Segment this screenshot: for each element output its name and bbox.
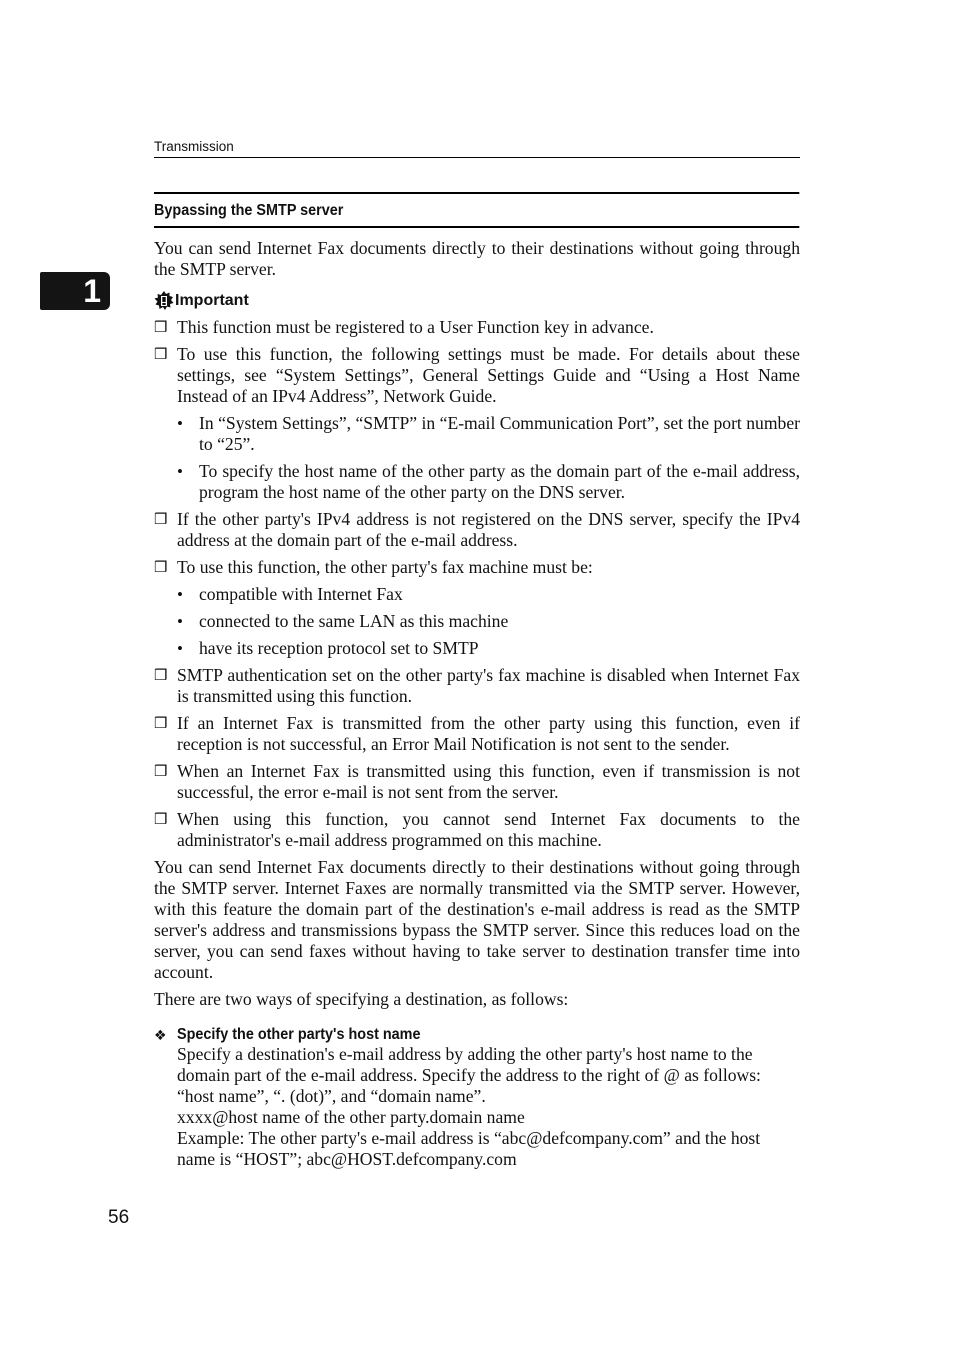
checkbox-icon: ❒ xyxy=(154,318,168,336)
bullet-item xyxy=(177,611,800,632)
important-icon xyxy=(154,291,174,311)
bullet-item xyxy=(177,584,800,605)
bullet-dot-icon: • xyxy=(177,612,183,631)
body-paragraph: You can send Internet Fax documents directly to their destinations without going through the SMTP server. Internet Faxes are normally transmitted via the SMTP server. However, with this feature the domain part of the destination's e-mail address is read as the SMTP server's address and transmissions bypass the SMTP server. Since this reduces load on the server, you can send faxes without having to take server to destination transfer time into account. xyxy=(154,857,800,982)
subsection-heading xyxy=(154,1026,800,1044)
checklist-text: To use this function, the following settings must be made. For details about these settings, see “System Settings”, General Settings Guide and “Using a Host Name Instead of an IPv4 Address”, Network Guide. xyxy=(177,344,800,406)
page-content xyxy=(154,192,800,1170)
checkbox-icon: ❒ xyxy=(154,810,168,828)
checklist-text: If the other party's IPv4 address is not registered on the DNS server, specify the IPv4 address at the domain part of the e-mail address. xyxy=(177,509,800,550)
checklist-text: If an Internet Fax is transmitted from the other party using this function, even if reception is not successful, an Error Mail Notification is not sent to the sender. xyxy=(177,713,800,754)
checkbox-icon: ❒ xyxy=(154,666,168,684)
checkbox-icon: ❒ xyxy=(154,762,168,780)
section-intro: You can send Internet Fax documents directly to their destinations without going through the SMTP server. xyxy=(154,238,800,279)
subsection-line: Specify a destination's e-mail address by adding the other party's host name to the domain part of the e-mail address. Specify the address to the right of @ as follows: “host name”, “. (dot)”, and “domain name”. xyxy=(177,1044,761,1106)
bullet-text: In “System Settings”, “SMTP” in “E-mail Communication Port”, set the port number to “25”. xyxy=(199,413,800,454)
bullet-text: connected to the same LAN as this machine xyxy=(199,611,509,631)
checklist-text: This function must be registered to a User Function key in advance. xyxy=(177,317,654,337)
checklist-item xyxy=(154,344,800,407)
page-number: 56 xyxy=(108,1207,130,1228)
checkbox-icon: ❒ xyxy=(154,510,168,528)
checklist-text: To use this function, the other party's fax machine must be: xyxy=(177,557,593,577)
diamond-bullet-icon: ❖ xyxy=(154,1026,167,1043)
checklist-item xyxy=(154,665,800,707)
checkbox-icon: ❒ xyxy=(154,558,168,576)
important-list xyxy=(154,317,800,851)
checklist-item xyxy=(154,317,800,338)
subsection-line: xxxx@host name of the other party.domain name xyxy=(177,1107,525,1127)
bullet-dot-icon: • xyxy=(177,585,183,604)
bullet-item xyxy=(177,461,800,503)
checkbox-icon: ❒ xyxy=(154,714,168,732)
important-label: Important xyxy=(175,292,249,309)
checklist-item xyxy=(154,557,800,578)
body-paragraph: There are two ways of specifying a destination, as follows: xyxy=(154,989,569,1009)
bullet-dot-icon: • xyxy=(177,414,183,433)
bullet-text: compatible with Internet Fax xyxy=(199,584,403,604)
checklist-item xyxy=(154,809,800,851)
important-heading xyxy=(154,291,800,311)
subsection-line: Example: The other party's e-mail address is “abc@defcompany.com” and the host name is “HOST”; abc@HOST.defcompany.com xyxy=(177,1128,761,1169)
bullet-dot-icon: • xyxy=(177,462,183,481)
checklist-text: When using this function, you cannot send Internet Fax documents to the administrator's e-mail address programmed on this machine. xyxy=(177,809,800,850)
bullet-text: To specify the host name of the other party as the domain part of the e-mail address, program the host name of the other party on the DNS server. xyxy=(199,461,800,502)
running-header: Transmission xyxy=(154,139,800,158)
bullet-text: have its reception protocol set to SMTP xyxy=(199,638,479,658)
chapter-tab: 1 xyxy=(40,272,110,310)
checklist-item xyxy=(154,761,800,803)
bullet-dot-icon: • xyxy=(177,639,183,658)
checklist-text: When an Internet Fax is transmitted using this function, even if transmission is not successful, the error e-mail is not sent from the server. xyxy=(177,761,800,802)
checklist-text: SMTP authentication set on the other party's fax machine is disabled when Internet Fax is transmitted using this function. xyxy=(177,665,800,706)
bullet-item xyxy=(177,638,800,659)
checkbox-icon: ❒ xyxy=(154,345,168,363)
bullet-item xyxy=(177,413,800,455)
checklist-item xyxy=(154,713,800,755)
subsection-title: Specify the other party's host name xyxy=(177,1026,421,1043)
section-heading: Bypassing the SMTP server xyxy=(154,192,799,228)
checklist-item xyxy=(154,509,800,551)
subsection-body xyxy=(177,1044,800,1170)
